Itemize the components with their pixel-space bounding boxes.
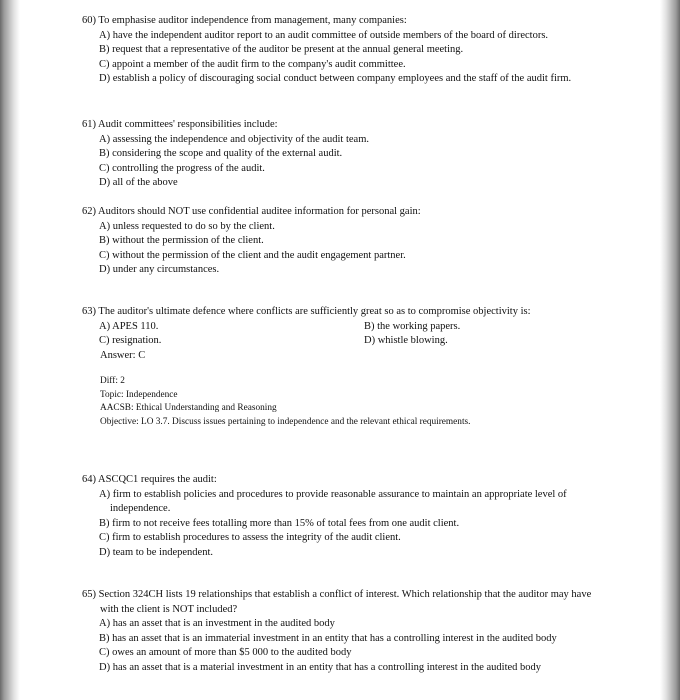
question-60 (82, 14, 612, 87)
difficulty-label: Diff: 2 (100, 376, 125, 387)
option-b: B) has an asset that is an immaterial investment in an entity that has a controlling interest in the audited body (99, 632, 557, 644)
option-a: A) have the independent auditor report to an audit committee of outside members of the board of directors. (99, 29, 549, 41)
option-d: D) team to be independent. (99, 546, 214, 558)
answer-key: Answer: C (100, 349, 146, 361)
option-c: C) resignation. (99, 335, 162, 347)
options-row-2 (82, 334, 612, 349)
option-b: B) the working papers. (364, 320, 461, 332)
question-stem: 61) Audit committees' responsibilities include: (82, 119, 278, 130)
question-stem: 60) To emphasise auditor independence from management, many companies: (82, 15, 407, 26)
topic-label: Topic: Independence (100, 389, 178, 400)
option-b: B) request that a representative of the auditor be present at the annual general meeting. (99, 44, 464, 56)
option-a: A) has an asset that is an investment in the audited body (99, 618, 335, 630)
objective-label: Objective: LO 3.7. Discuss issues pertaining to independence and the relevant ethical requirements. (100, 416, 471, 427)
option-a: A) assessing the independence and objectivity of the audit team. (99, 133, 370, 145)
option-d: D) under any circumstances. (99, 264, 220, 276)
question-62 (82, 205, 612, 278)
option-d: D) establish a policy of discouraging social conduct between company employees and the staff of the audit firm. (99, 73, 572, 85)
options-row-1 (82, 320, 612, 335)
question-metadata (100, 375, 612, 429)
option-c: C) without the permission of the client and the audit engagement partner. (99, 249, 406, 261)
option-c: C) appoint a member of the audit firm to the company's audit committee. (99, 58, 406, 70)
aacsb-label: AACSB: Ethical Understanding and Reasoning (100, 403, 277, 414)
option-b: B) firm to not receive fees totalling more than 15% of total fees from one audit client. (99, 517, 460, 529)
option-a: A) APES 110. (99, 320, 159, 332)
question-64 (82, 473, 612, 561)
question-stem: 64) ASCQC1 requires the audit: (82, 474, 217, 485)
option-d: D) all of the above (99, 177, 178, 189)
option-b: B) considering the scope and quality of the external audit. (99, 148, 343, 160)
question-61 (82, 118, 612, 191)
question-65 (82, 588, 612, 676)
option-b: B) without the permission of the client. (99, 235, 264, 247)
page-shadow-right (660, 0, 680, 700)
question-63 (82, 305, 612, 429)
option-c: C) firm to establish procedures to assess the integrity of the audit client. (99, 532, 401, 544)
question-stem: 63) The auditor's ultimate defence where conflicts are sufficiently great so as to compromise objectivity is: (82, 306, 531, 317)
option-d: D) whistle blowing. (364, 335, 448, 347)
option-a: A) firm to establish policies and procedures to provide reasonable assurance to maintain an appropriate level of independence. (99, 488, 567, 515)
option-d: D) has an asset that is a material investment in an entity that has a controlling interest in the audited body (99, 661, 542, 673)
option-c: C) controlling the progress of the audit. (99, 162, 265, 174)
option-a: A) unless requested to do so by the client. (99, 220, 275, 232)
page-shadow-left (0, 0, 20, 700)
question-stem: 62) Auditors should NOT use confidential auditee information for personal gain: (82, 206, 421, 217)
question-stem: 65) Section 324CH lists 19 relationships that establish a conflict of interest. Which relationship that the auditor may have with the client is NOT included? (82, 589, 592, 615)
option-c: C) owes an amount of more than $5 000 to the audited body (99, 647, 352, 659)
